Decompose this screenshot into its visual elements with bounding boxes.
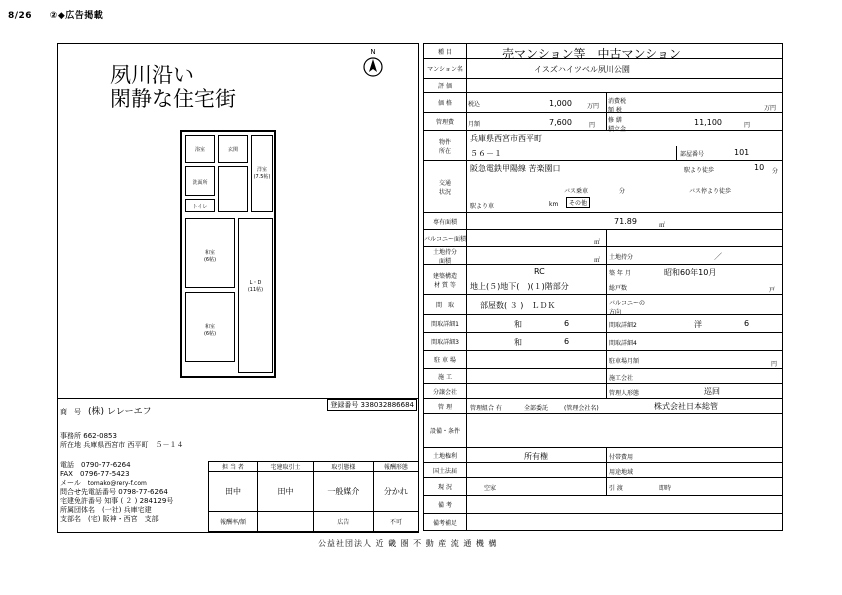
agent-address: 事務所 662-0853 所在地 兵庫県西宮市 西平町 ５－１４ — [60, 432, 184, 449]
page-header — [8, 8, 103, 21]
row-type: 種 目 売マンション等 中古マンション — [424, 44, 782, 59]
western-room: 洋室 (7.5帖) — [251, 135, 273, 212]
staff-table: 担 当 者 宅建取引士 取引態様 報酬形態 田中 田中 一般媒介 分かれ 報酬率/額 広告 不可 — [208, 461, 419, 532]
row-parking: 駐 車 場 駐車場月額 円 — [424, 351, 782, 369]
row-name: マンション名 イスズハイツベル夙川公園 — [424, 59, 782, 79]
row-layout: 間 取 部屋数( ３ ) ＬＤＫ バルコニーの方向 — [424, 295, 782, 315]
toilet: トイレ — [185, 199, 215, 212]
row-law: 国土法届 用途地域 — [424, 463, 782, 478]
row-note: 備 考 — [424, 496, 782, 514]
agent-contacts: 電話 0790-77-6264 FAX 0796-77-5423 メール tomako@rery-f.com 問合せ先電話番号 0798-77-6264 宅建免許番号 知事 ( ２ ) 284129号 所属団体名 (一社) 兵庫宅建 支部名 (宅) 阪神・西宮 支部 — [60, 461, 174, 523]
bath: 浴室 — [185, 135, 215, 163]
row-land-right: 土地権利 所有権 付帯費用 — [424, 448, 782, 463]
row-management: 管 理 管理組合 有 全部委託 (管理会社名) 株式会社日本総管 — [424, 399, 782, 414]
row-traffic: 交通 状況 阪急電鉄甲陽線 苦楽園口 駅より徒歩 10 分 バス乗車 分 バス停より徒歩 駅より車 km その他 — [424, 161, 782, 213]
row-note2: 備考補足 — [424, 514, 782, 530]
row-sale: 分譲会社 管理人形態 巡回 — [424, 384, 782, 399]
entry: 玄関 — [218, 135, 248, 163]
row-rooms-2: 間取詳細3 和 6 間取詳細4 — [424, 333, 782, 351]
row-location: 物件 所在 兵庫県西宮市西平町 ５６－１ 部屋番号 101 — [424, 131, 782, 161]
row-balcony: バルコニー面積 ㎡ — [424, 230, 782, 247]
header-date: 8/26 — [8, 11, 33, 21]
japanese-room-1: 和室 (6帖) — [185, 218, 235, 288]
property-form — [423, 43, 783, 531]
row-structure: 建築構造 材 質 等 RC 地上(５)地下( )(１)階部分 築 年 月 昭和60年10月 総戸数 戸 — [424, 265, 782, 295]
row-rooms-1: 間取詳細1 和 6 間取詳細2 洋 6 — [424, 315, 782, 333]
row-land: 土地持分 面積 ㎡ 土地持分 ／ — [424, 247, 782, 265]
catch-copy: 夙川沿い 閑静な住宅街 — [110, 63, 236, 111]
row-mgmt: 管理費 月額 7,600 円 修 繕 積立金 11,100 円 — [424, 113, 782, 131]
footer-org: 公益社団法人 近 畿 圏 不 動 産 流 通 機 構 — [318, 539, 498, 548]
ldk-room: L・D (11帖) — [238, 218, 273, 373]
row-area: 専有面積 71.89 ㎡ — [424, 213, 782, 230]
floor-plan — [180, 130, 280, 380]
north-arrow-icon: N — [362, 48, 384, 80]
japanese-room-2: 和室 (6帖) — [185, 292, 235, 362]
row-status: 現 況 空家 引 渡 即時 — [424, 478, 782, 496]
row-price: 価 格 税込 1,000 万円 消費税 額 税 万円 — [424, 93, 782, 113]
row-eval: 評 価 — [424, 79, 782, 93]
washroom: 洗面所 — [185, 166, 215, 196]
row-conditions: 設備・条件 — [424, 414, 782, 448]
row-builder: 施 工 施工会社 — [424, 369, 782, 384]
registration-plate: 登録番号 338032886684 — [57, 398, 419, 411]
agent-name: 商 号 (株) レレーエフ — [60, 407, 152, 417]
header-title: ②◆広告掲載 — [49, 11, 104, 21]
